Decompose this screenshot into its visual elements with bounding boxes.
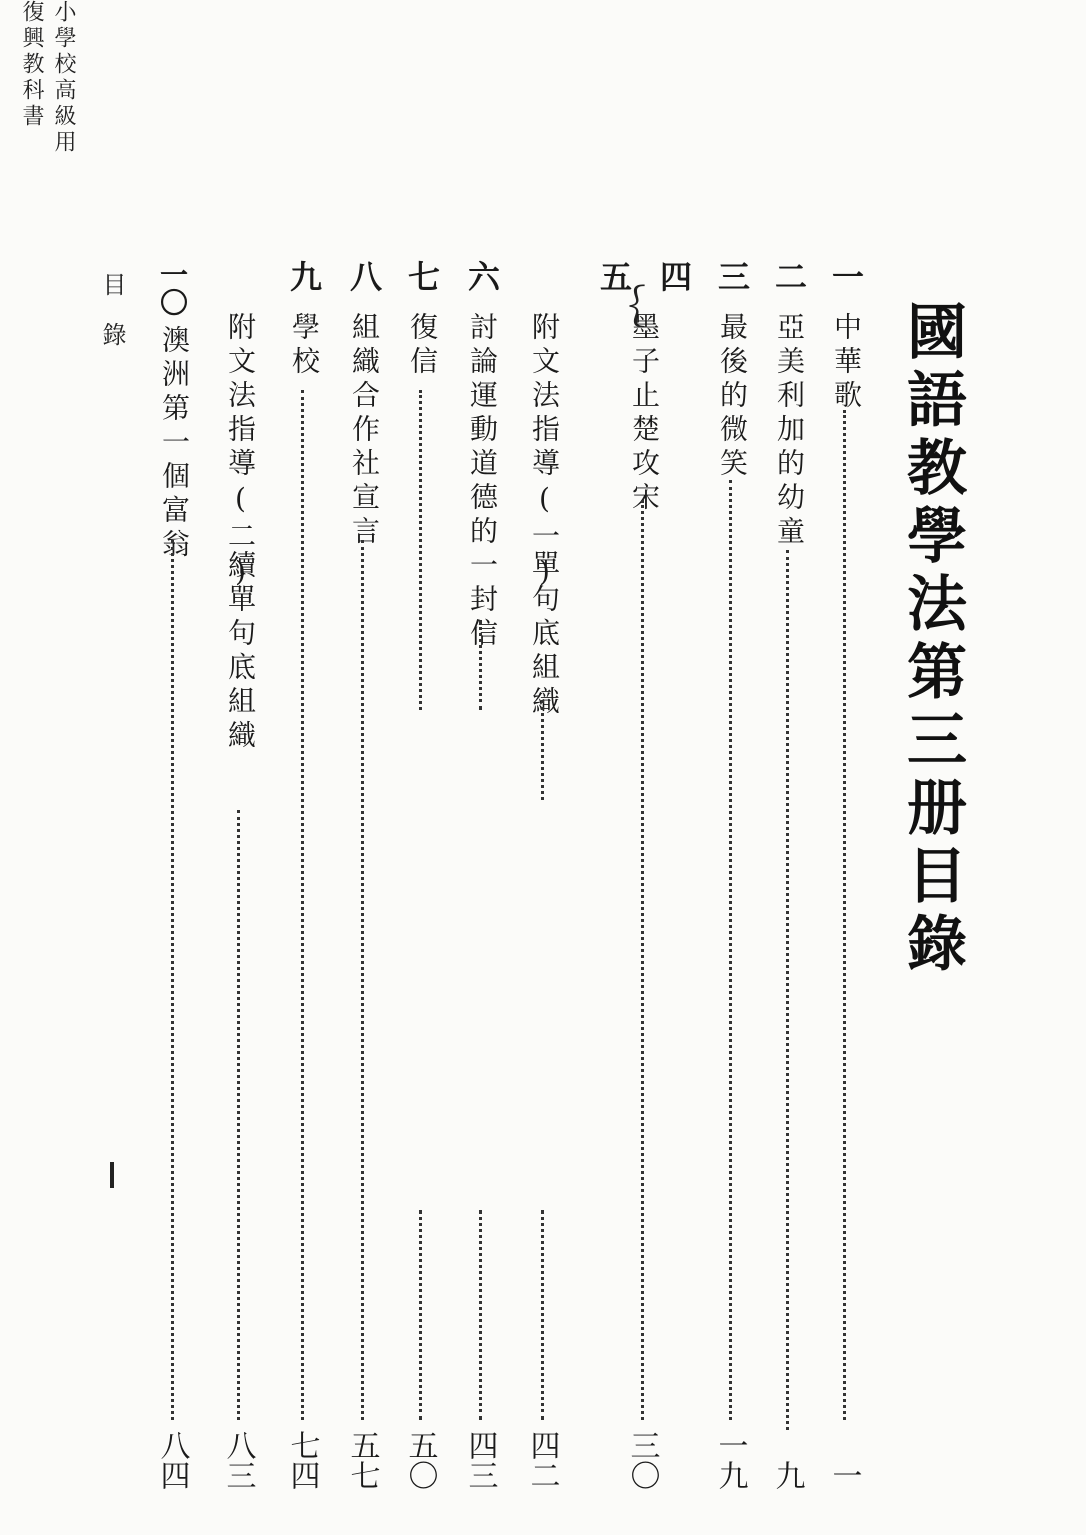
entry-number: 五: [595, 260, 633, 292]
entry-subtitle: 續單句底組織: [224, 550, 257, 754]
entry-number: 八: [345, 260, 383, 292]
page-title: 國語教學法第三册目錄: [897, 300, 967, 980]
entry-page: 四二: [524, 1430, 560, 1490]
series-label: [0, 0, 80, 156]
leader-dots: [419, 1210, 422, 1420]
toc-entry: [822, 250, 870, 1490]
entry-number: 一: [827, 260, 865, 292]
entry-title: 附文法指導(二): [224, 312, 257, 594]
toc-entry: [150, 250, 198, 1490]
toc-entry: [398, 250, 446, 1490]
entry-page: 七四: [284, 1430, 320, 1490]
entry-number: 三: [713, 260, 751, 292]
entry-page: 五七: [344, 1430, 380, 1490]
page-folio-text: [100, 1200, 101, 1201]
leader-dots: [301, 390, 304, 1420]
entry-page: 一: [826, 1460, 862, 1490]
entry-number: 二: [770, 260, 808, 292]
leader-dots: [419, 390, 422, 710]
entry-title: 最後的微笑: [716, 312, 749, 482]
entry-title: 附文法指導(一): [528, 312, 561, 594]
leader-dots: [541, 700, 544, 800]
entry-number: 一〇: [156, 260, 189, 316]
series-line-1: 小學校高級用: [51, 0, 76, 156]
entry-page: 一九: [712, 1430, 748, 1490]
leader-dots: [541, 1210, 544, 1420]
toc-entry: [340, 250, 388, 1490]
leader-dots: [237, 810, 240, 1420]
entry-title: 中華歌: [830, 312, 863, 414]
entry-title: 亞美利加的幼童: [773, 312, 806, 550]
entry-number: 七: [403, 260, 441, 292]
toc-entry: [620, 250, 668, 1490]
toc-entry: [458, 250, 506, 1490]
entry-number: 六: [463, 260, 501, 292]
leader-dots: [641, 500, 644, 1420]
series-line-2: 復興教科書: [19, 0, 44, 130]
leader-dots: [843, 410, 846, 1420]
running-head: 目錄: [98, 272, 126, 372]
entry-page: 四三: [462, 1430, 498, 1490]
toc-entry: [765, 250, 813, 1490]
leader-dots: [361, 540, 364, 1420]
entry-title: 復信: [406, 312, 439, 380]
toc-entry: [280, 250, 328, 1490]
leader-dots: [729, 480, 732, 1420]
entry-page: 九: [769, 1460, 805, 1490]
entry-title: 討論運動道德的一封信: [466, 312, 499, 652]
entry-title: 組織合作社宣言: [348, 312, 381, 550]
entry-page: 五〇: [402, 1430, 438, 1490]
leader-dots: [479, 1210, 482, 1420]
leader-dots: [171, 540, 174, 1420]
leader-dots: [479, 620, 482, 710]
entry-page: 三〇: [624, 1430, 660, 1490]
brace-symbol: ︸: [595, 284, 646, 328]
leader-dots: [786, 550, 789, 1430]
toc-entry: [520, 250, 568, 1490]
entry-subtitle: 單句底組織: [528, 550, 561, 720]
entry-page: 八四: [154, 1430, 190, 1490]
entry-page: 八三: [220, 1430, 256, 1490]
toc-entry: [216, 250, 264, 1490]
entry-title: 墨子止楚攻宋: [628, 312, 661, 516]
entry-title: 澳洲第一個富翁: [158, 325, 191, 563]
entry-number: 四: [655, 260, 693, 292]
toc-entry: [708, 250, 756, 1490]
page-folio: [110, 1162, 114, 1188]
entry-number: 九: [285, 260, 323, 292]
entry-title: 學校: [288, 312, 321, 380]
